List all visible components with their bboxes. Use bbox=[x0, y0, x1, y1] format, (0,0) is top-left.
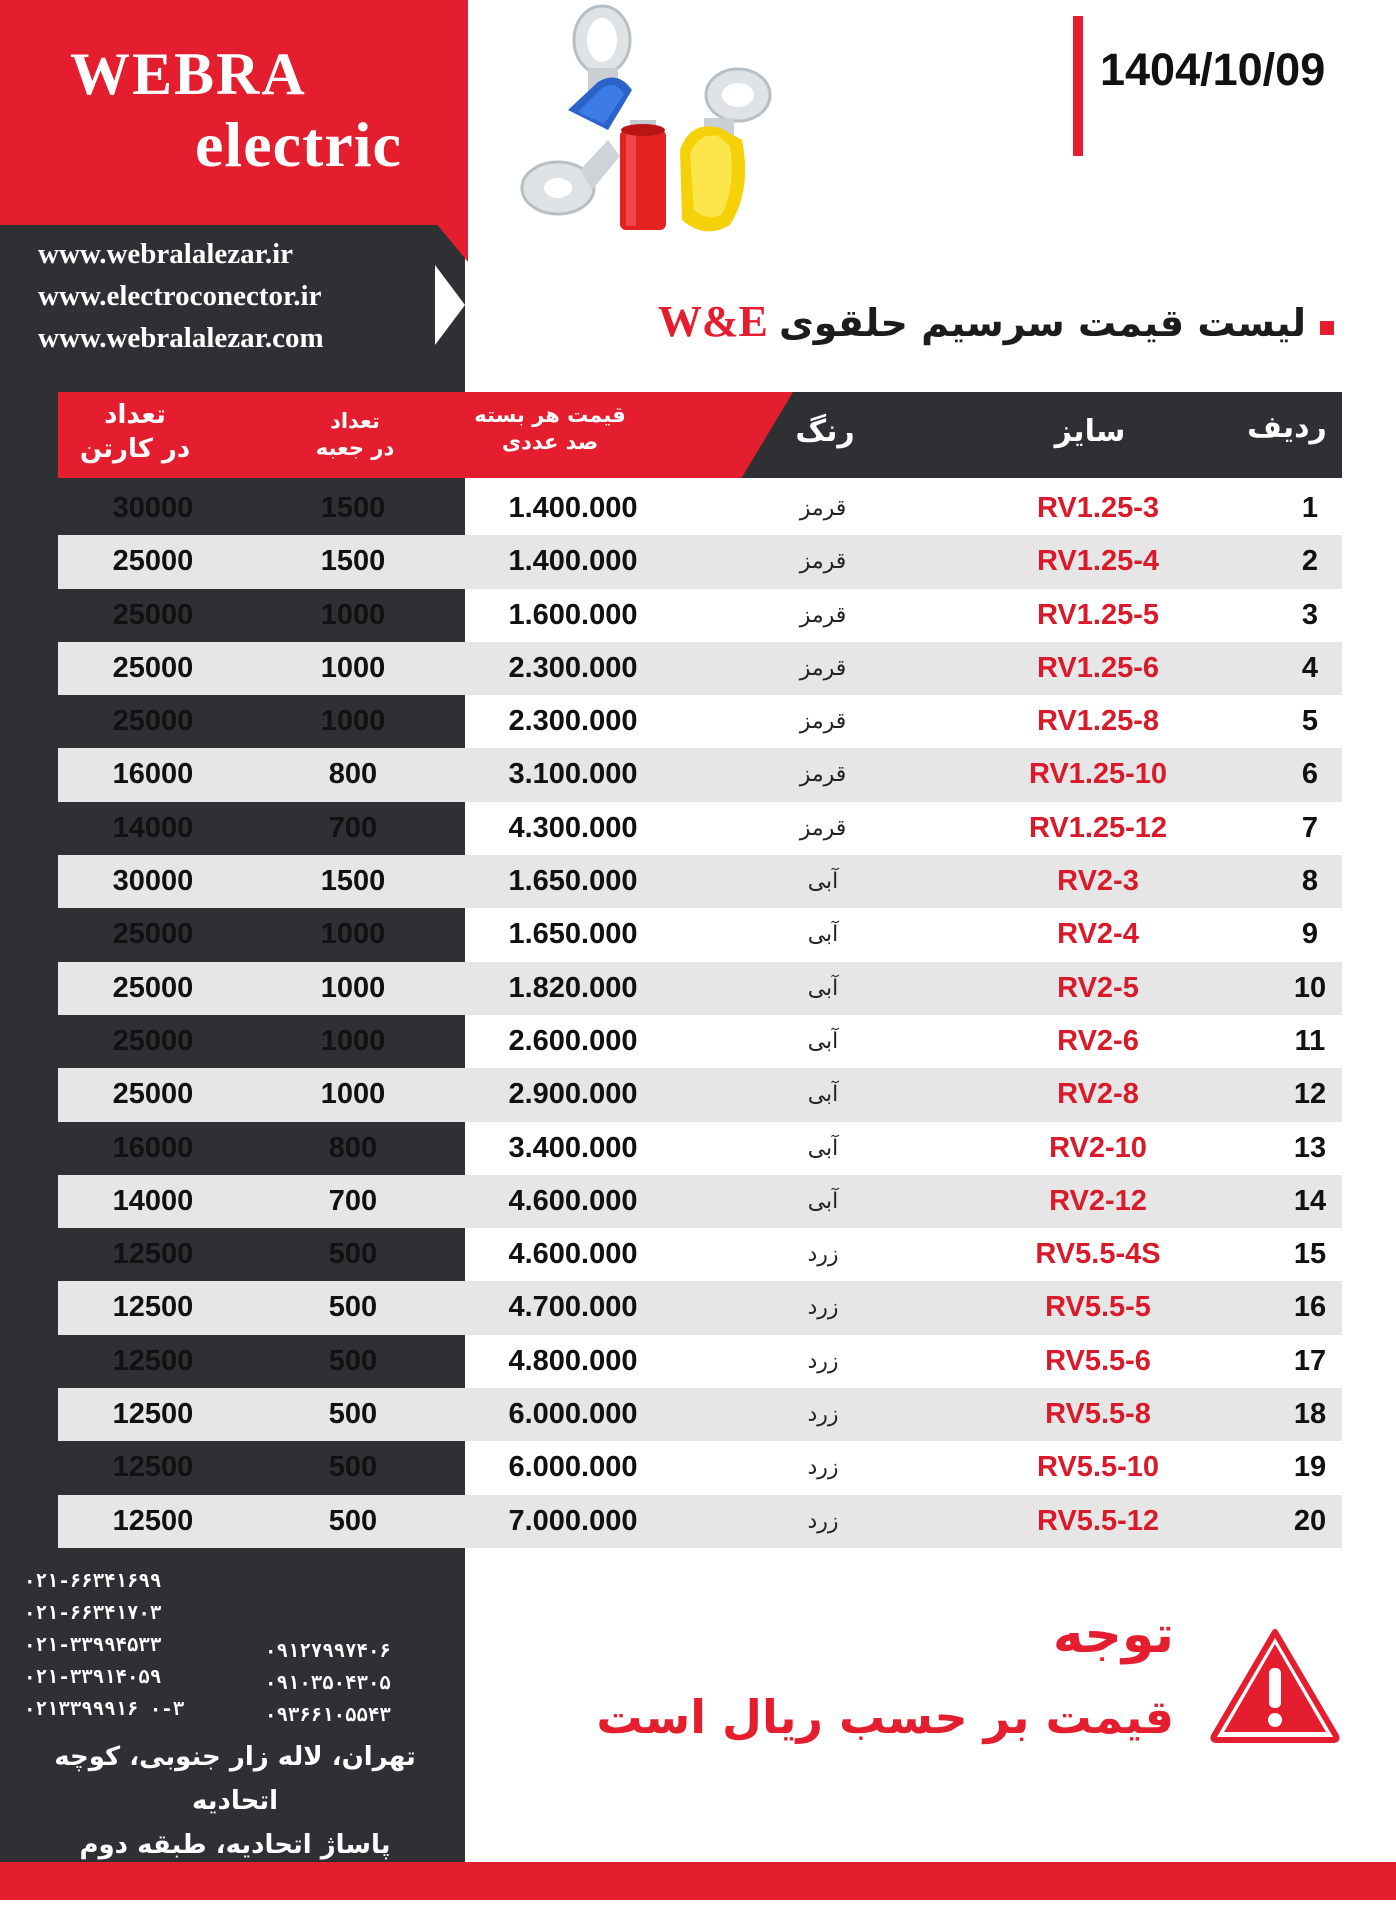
row-index: 13 bbox=[1293, 1131, 1327, 1164]
blue-terminal bbox=[568, 6, 632, 130]
row-carton-qty: 25000 bbox=[112, 545, 194, 578]
row-carton-qty: 12500 bbox=[112, 1238, 194, 1271]
table-row bbox=[58, 1015, 1342, 1068]
header-box-line1: تعداد bbox=[330, 409, 380, 433]
row-color: آبی bbox=[807, 869, 839, 895]
row-box-qty: 1000 bbox=[320, 651, 386, 684]
row-index: 3 bbox=[1301, 598, 1319, 631]
table-row bbox=[58, 1335, 1342, 1388]
table-row bbox=[58, 1175, 1342, 1228]
header-box-line2: در جعبه bbox=[315, 436, 395, 460]
row-price: 2.300.000 bbox=[508, 651, 638, 684]
table-row bbox=[58, 802, 1342, 855]
notice-text: قیمت بر حسب ریال است bbox=[596, 1690, 1174, 1744]
row-color: قرمز bbox=[799, 762, 847, 788]
row-box-qty: 500 bbox=[328, 1398, 378, 1431]
row-size: RV2-12 bbox=[1049, 1184, 1147, 1217]
row-price: 2.600.000 bbox=[508, 1024, 638, 1057]
footer-bar bbox=[465, 1862, 1396, 1900]
row-price: 1.600.000 bbox=[508, 598, 638, 631]
row-price: 1.400.000 bbox=[508, 545, 638, 578]
page-title bbox=[658, 296, 1306, 347]
row-price: 4.300.000 bbox=[508, 811, 638, 844]
row-price: 4.600.000 bbox=[508, 1238, 638, 1271]
row-size: RV5.5-12 bbox=[1037, 1504, 1159, 1537]
row-size: RV5.5-6 bbox=[1045, 1344, 1151, 1377]
row-index: 10 bbox=[1293, 971, 1327, 1004]
row-color: آبی bbox=[807, 1028, 839, 1054]
phone-landline-3[interactable]: ۰۲۱-۳۳۹۹۴۵۳۳ bbox=[24, 1634, 162, 1656]
row-index: 8 bbox=[1301, 865, 1319, 898]
row-color: قرمز bbox=[799, 815, 847, 841]
header-price-line2: صد عددی bbox=[501, 430, 599, 454]
row-size: RV1.25-6 bbox=[1037, 651, 1159, 684]
table-row bbox=[58, 855, 1342, 908]
row-box-qty: 1500 bbox=[320, 545, 386, 578]
row-price: 3.100.000 bbox=[508, 758, 638, 791]
table-row bbox=[58, 482, 1342, 535]
row-box-qty: 500 bbox=[328, 1504, 378, 1537]
warning-triangle-icon bbox=[1210, 1628, 1340, 1743]
website-link-3[interactable]: www.webralalezar.com bbox=[38, 322, 324, 354]
row-size: RV5.5-4S bbox=[1035, 1238, 1161, 1271]
row-index: 12 bbox=[1293, 1078, 1327, 1111]
row-size: RV2-3 bbox=[1057, 865, 1139, 898]
header-carton-line1: تعداد bbox=[104, 400, 166, 430]
row-size: RV5.5-5 bbox=[1045, 1291, 1151, 1324]
row-price: 1.820.000 bbox=[508, 971, 638, 1004]
row-box-qty: 1000 bbox=[320, 1024, 386, 1057]
notice-title: توجه bbox=[1052, 1605, 1174, 1665]
row-index: 11 bbox=[1294, 1024, 1326, 1057]
phone-mobile-1[interactable]: ۰۹۱۲۷۹۹۷۴۰۶ bbox=[265, 1640, 391, 1662]
row-index: 16 bbox=[1293, 1291, 1327, 1324]
table-row bbox=[58, 695, 1342, 748]
table-row bbox=[58, 1122, 1342, 1175]
price-table-body bbox=[58, 482, 1342, 1548]
phone-mobile-2[interactable]: ۰۹۱۰۳۵۰۴۳۰۵ bbox=[265, 1672, 391, 1694]
row-carton-qty: 12500 bbox=[112, 1451, 194, 1484]
table-row bbox=[58, 1068, 1342, 1121]
row-index: 7 bbox=[1301, 811, 1319, 844]
row-box-qty: 1000 bbox=[320, 918, 386, 951]
row-index: 15 bbox=[1293, 1238, 1327, 1271]
row-box-qty: 1500 bbox=[320, 492, 386, 524]
table-row bbox=[58, 1441, 1342, 1494]
row-price: 3.400.000 bbox=[508, 1131, 638, 1164]
table-row bbox=[58, 1281, 1342, 1334]
table-row bbox=[58, 908, 1342, 961]
page-title-brand: W&E bbox=[657, 297, 768, 346]
row-carton-qty: 12500 bbox=[112, 1344, 194, 1377]
row-carton-qty: 25000 bbox=[112, 598, 194, 631]
row-carton-qty: 16000 bbox=[112, 1131, 194, 1164]
row-color: قرمز bbox=[799, 549, 847, 575]
row-carton-qty: 25000 bbox=[112, 1078, 194, 1111]
date-accent-bar bbox=[1073, 16, 1083, 156]
row-index: 5 bbox=[1301, 705, 1319, 738]
row-size: RV1.25-3 bbox=[1037, 492, 1159, 524]
row-index: 4 bbox=[1301, 651, 1319, 684]
address-line-2: پاساژ اتحادیه، طبقه دوم bbox=[79, 1830, 391, 1860]
row-index: 20 bbox=[1293, 1504, 1327, 1537]
row-carton-qty: 30000 bbox=[112, 865, 194, 898]
footer-bar-left bbox=[0, 1862, 465, 1900]
row-index: 17 bbox=[1293, 1344, 1327, 1377]
row-index: 2 bbox=[1301, 545, 1319, 578]
header-price-line1: قیمت هر بسته bbox=[474, 403, 626, 427]
row-price: 1.400.000 bbox=[508, 492, 638, 524]
row-carton-qty: 25000 bbox=[112, 705, 194, 738]
row-box-qty: 500 bbox=[328, 1451, 378, 1484]
brand-notch bbox=[435, 222, 468, 262]
table-row bbox=[58, 748, 1342, 801]
row-index: 14 bbox=[1293, 1184, 1327, 1217]
address-line-1: تهران، لاله زار جنوبی، کوچه اتحادیه bbox=[54, 1742, 416, 1816]
header-box-qty bbox=[290, 408, 420, 462]
row-price: 7.000.000 bbox=[508, 1504, 638, 1537]
row-carton-qty: 12500 bbox=[112, 1504, 194, 1537]
row-color: قرمز bbox=[799, 709, 847, 735]
row-size: RV1.25-5 bbox=[1037, 598, 1159, 631]
row-carton-qty: 30000 bbox=[112, 492, 194, 524]
yellow-terminal bbox=[680, 69, 770, 231]
row-color: قرمز bbox=[799, 602, 847, 628]
table-row bbox=[58, 1495, 1342, 1548]
row-carton-qty: 25000 bbox=[112, 1024, 194, 1057]
header-size: سایز bbox=[1054, 414, 1126, 449]
red-terminal bbox=[620, 120, 666, 230]
brand-name: WEBRA bbox=[70, 41, 307, 107]
row-price: 6.000.000 bbox=[508, 1451, 638, 1484]
ring-terminal-image bbox=[520, 0, 820, 240]
header-price bbox=[440, 402, 660, 456]
row-color: قرمز bbox=[799, 496, 847, 521]
row-box-qty: 800 bbox=[328, 1131, 378, 1164]
header-carton-qty bbox=[60, 398, 210, 466]
row-color: زرد bbox=[807, 1242, 839, 1268]
row-size: RV1.25-4 bbox=[1037, 545, 1159, 578]
table-row bbox=[58, 1388, 1342, 1441]
row-price: 4.600.000 bbox=[508, 1184, 638, 1217]
phone-landline-2[interactable]: ۰۲۱-۶۶۳۴۱۷۰۳ bbox=[24, 1602, 162, 1624]
row-color: زرد bbox=[807, 1348, 839, 1374]
title-bullet bbox=[1320, 321, 1334, 335]
row-color: زرد bbox=[807, 1295, 839, 1321]
row-index: 18 bbox=[1293, 1398, 1327, 1431]
row-box-qty: 500 bbox=[328, 1238, 378, 1271]
row-color: آبی bbox=[807, 975, 839, 1001]
table-row bbox=[58, 1228, 1342, 1281]
row-carton-qty: 14000 bbox=[112, 811, 194, 844]
row-box-qty: 700 bbox=[328, 811, 378, 844]
page-title-text: لیست قیمت سرسیم حلقوی bbox=[778, 301, 1306, 345]
row-carton-qty: 25000 bbox=[112, 971, 194, 1004]
row-carton-qty: 25000 bbox=[112, 651, 194, 684]
row-size: RV2-10 bbox=[1049, 1131, 1147, 1164]
row-color: قرمز bbox=[799, 655, 847, 681]
website-link-2[interactable]: www.electroconector.ir bbox=[38, 280, 322, 312]
row-size: RV2-5 bbox=[1057, 971, 1139, 1004]
date-label: 1404/10/09 bbox=[1100, 44, 1326, 95]
row-box-qty: 1000 bbox=[320, 598, 386, 631]
row-color: آبی bbox=[807, 1135, 839, 1161]
row-price: 2.300.000 bbox=[508, 705, 638, 738]
row-box-qty: 500 bbox=[328, 1344, 378, 1377]
table-row bbox=[58, 962, 1342, 1015]
row-size: RV2-6 bbox=[1057, 1024, 1139, 1057]
row-size: RV5.5-10 bbox=[1037, 1451, 1159, 1484]
row-size: RV5.5-8 bbox=[1045, 1398, 1151, 1431]
row-box-qty: 500 bbox=[328, 1291, 378, 1324]
phone-landline-5[interactable]: ۰۲۱۳۳۹۹۹۱۶ ۰-۳ bbox=[24, 1698, 185, 1720]
row-index: 6 bbox=[1301, 758, 1319, 791]
row-size: RV1.25-12 bbox=[1028, 811, 1168, 844]
row-index: 9 bbox=[1301, 918, 1319, 951]
brand-tagline: electric bbox=[195, 109, 402, 180]
table-row bbox=[58, 535, 1342, 588]
row-box-qty: 1000 bbox=[320, 705, 386, 738]
row-size: RV2-4 bbox=[1057, 918, 1139, 951]
phone-landline-1[interactable]: ۰۲۱-۶۶۳۴۱۶۹۹ bbox=[24, 1570, 162, 1592]
row-index: 1 bbox=[1301, 492, 1319, 524]
header-color: رنگ bbox=[795, 414, 855, 449]
row-price: 1.650.000 bbox=[508, 865, 638, 898]
website-link-1[interactable]: www.webralalezar.ir bbox=[38, 238, 294, 270]
header-index: ردیف bbox=[1247, 410, 1327, 445]
row-carton-qty: 12500 bbox=[112, 1291, 194, 1324]
row-price: 4.800.000 bbox=[508, 1344, 638, 1377]
row-color: زرد bbox=[807, 1402, 839, 1428]
phone-landline-4[interactable]: ۰۲۱-۳۳۹۱۴۰۵۹ bbox=[24, 1666, 162, 1688]
row-size: RV1.25-10 bbox=[1028, 758, 1168, 791]
header-carton-line2: در کارتن bbox=[79, 434, 191, 464]
row-price: 1.650.000 bbox=[508, 918, 638, 951]
table-row bbox=[58, 589, 1342, 642]
row-color: آبی bbox=[807, 922, 839, 948]
row-carton-qty: 25000 bbox=[112, 918, 194, 951]
row-box-qty: 800 bbox=[328, 758, 378, 791]
row-carton-qty: 12500 bbox=[112, 1398, 194, 1431]
row-color: آبی bbox=[807, 1188, 839, 1214]
row-color: زرد bbox=[807, 1455, 839, 1481]
row-price: 2.900.000 bbox=[508, 1078, 638, 1111]
table-row bbox=[58, 642, 1342, 695]
row-index: 19 bbox=[1293, 1451, 1327, 1484]
row-box-qty: 1500 bbox=[320, 865, 386, 898]
row-carton-qty: 14000 bbox=[112, 1184, 194, 1217]
row-box-qty: 1000 bbox=[320, 971, 386, 1004]
row-box-qty: 1000 bbox=[320, 1078, 386, 1111]
row-price: 4.700.000 bbox=[508, 1291, 638, 1324]
row-size: RV1.25-8 bbox=[1037, 705, 1159, 738]
phone-mobile-3[interactable]: ۰۹۳۶۶۱۰۵۵۴۳ bbox=[265, 1704, 391, 1726]
row-size: RV2-8 bbox=[1057, 1078, 1139, 1111]
row-color: آبی bbox=[807, 1082, 839, 1108]
row-box-qty: 700 bbox=[328, 1184, 378, 1217]
row-price: 6.000.000 bbox=[508, 1398, 638, 1431]
row-carton-qty: 16000 bbox=[112, 758, 194, 791]
row-color: زرد bbox=[807, 1508, 839, 1534]
